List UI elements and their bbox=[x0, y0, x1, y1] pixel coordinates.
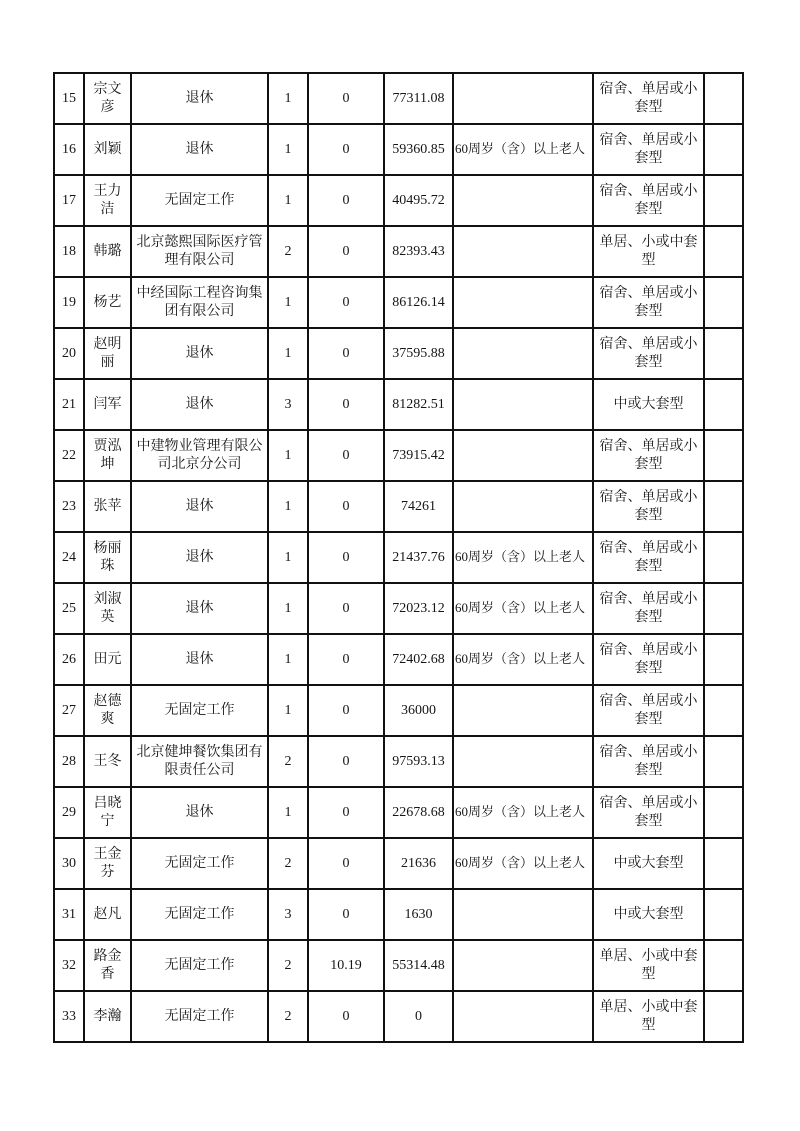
cell-remark bbox=[704, 532, 743, 583]
cell-employer: 中经国际工程咨询集团有限公司 bbox=[131, 277, 268, 328]
cell-name: 赵明丽 bbox=[84, 328, 131, 379]
cell-members: 1 bbox=[268, 634, 308, 685]
cell-value2: 0 bbox=[308, 838, 384, 889]
cell-amount: 86126.14 bbox=[384, 277, 453, 328]
cell-name: 宗文彦 bbox=[84, 73, 131, 124]
cell-age_note: 60周岁（含）以上老人 bbox=[453, 583, 593, 634]
cell-employer: 退休 bbox=[131, 124, 268, 175]
cell-remark bbox=[704, 328, 743, 379]
table-row bbox=[54, 175, 743, 226]
cell-name: 李瀚 bbox=[84, 991, 131, 1042]
cell-amount: 81282.51 bbox=[384, 379, 453, 430]
table-row bbox=[54, 430, 743, 481]
cell-remark bbox=[704, 124, 743, 175]
cell-remark bbox=[704, 583, 743, 634]
cell-amount: 0 bbox=[384, 991, 453, 1042]
cell-employer: 退休 bbox=[131, 73, 268, 124]
cell-employer: 退休 bbox=[131, 328, 268, 379]
cell-remark bbox=[704, 787, 743, 838]
cell-employer: 退休 bbox=[131, 583, 268, 634]
cell-age_note bbox=[453, 940, 593, 991]
cell-name: 杨丽珠 bbox=[84, 532, 131, 583]
cell-housing: 单居、小或中套型 bbox=[593, 226, 704, 277]
cell-name: 刘淑英 bbox=[84, 583, 131, 634]
cell-name: 贾泓坤 bbox=[84, 430, 131, 481]
cell-age_note bbox=[453, 736, 593, 787]
cell-housing: 宿舍、单居或小套型 bbox=[593, 328, 704, 379]
table-row bbox=[54, 787, 743, 838]
cell-remark bbox=[704, 991, 743, 1042]
cell-members: 2 bbox=[268, 226, 308, 277]
cell-value2: 0 bbox=[308, 175, 384, 226]
cell-num: 22 bbox=[54, 430, 84, 481]
cell-num: 23 bbox=[54, 481, 84, 532]
cell-employer: 退休 bbox=[131, 532, 268, 583]
cell-num: 20 bbox=[54, 328, 84, 379]
cell-num: 18 bbox=[54, 226, 84, 277]
table-body bbox=[54, 73, 743, 1042]
cell-members: 1 bbox=[268, 328, 308, 379]
cell-value2: 0 bbox=[308, 787, 384, 838]
cell-housing: 宿舍、单居或小套型 bbox=[593, 583, 704, 634]
table-row bbox=[54, 73, 743, 124]
cell-amount: 1630 bbox=[384, 889, 453, 940]
cell-num: 29 bbox=[54, 787, 84, 838]
cell-amount: 21437.76 bbox=[384, 532, 453, 583]
cell-employer: 无固定工作 bbox=[131, 991, 268, 1042]
cell-value2: 0 bbox=[308, 430, 384, 481]
cell-remark bbox=[704, 634, 743, 685]
cell-age_note: 60周岁（含）以上老人 bbox=[453, 532, 593, 583]
cell-value2: 0 bbox=[308, 73, 384, 124]
cell-amount: 72402.68 bbox=[384, 634, 453, 685]
cell-value2: 0 bbox=[308, 379, 384, 430]
cell-num: 33 bbox=[54, 991, 84, 1042]
cell-housing: 宿舍、单居或小套型 bbox=[593, 685, 704, 736]
cell-housing: 宿舍、单居或小套型 bbox=[593, 73, 704, 124]
cell-age_note: 60周岁（含）以上老人 bbox=[453, 838, 593, 889]
cell-name: 闫军 bbox=[84, 379, 131, 430]
cell-housing: 宿舍、单居或小套型 bbox=[593, 277, 704, 328]
cell-name: 赵德爽 bbox=[84, 685, 131, 736]
cell-amount: 36000 bbox=[384, 685, 453, 736]
cell-value2: 0 bbox=[308, 328, 384, 379]
cell-members: 2 bbox=[268, 991, 308, 1042]
cell-housing: 单居、小或中套型 bbox=[593, 991, 704, 1042]
cell-num: 15 bbox=[54, 73, 84, 124]
cell-remark bbox=[704, 175, 743, 226]
table-row bbox=[54, 328, 743, 379]
cell-num: 30 bbox=[54, 838, 84, 889]
cell-employer: 北京懿熙国际医疗管理有限公司 bbox=[131, 226, 268, 277]
table-row bbox=[54, 634, 743, 685]
cell-remark bbox=[704, 73, 743, 124]
cell-age_note: 60周岁（含）以上老人 bbox=[453, 634, 593, 685]
cell-remark bbox=[704, 685, 743, 736]
cell-value2: 0 bbox=[308, 583, 384, 634]
cell-housing: 中或大套型 bbox=[593, 379, 704, 430]
cell-employer: 退休 bbox=[131, 634, 268, 685]
cell-num: 27 bbox=[54, 685, 84, 736]
cell-age_note bbox=[453, 481, 593, 532]
cell-housing: 宿舍、单居或小套型 bbox=[593, 736, 704, 787]
cell-remark bbox=[704, 430, 743, 481]
cell-value2: 0 bbox=[308, 736, 384, 787]
cell-num: 28 bbox=[54, 736, 84, 787]
cell-num: 32 bbox=[54, 940, 84, 991]
cell-age_note bbox=[453, 991, 593, 1042]
cell-value2: 0 bbox=[308, 634, 384, 685]
cell-name: 路金香 bbox=[84, 940, 131, 991]
cell-value2: 0 bbox=[308, 277, 384, 328]
cell-age_note bbox=[453, 328, 593, 379]
cell-num: 26 bbox=[54, 634, 84, 685]
cell-age_note bbox=[453, 226, 593, 277]
cell-housing: 单居、小或中套型 bbox=[593, 940, 704, 991]
cell-age_note bbox=[453, 889, 593, 940]
cell-amount: 55314.48 bbox=[384, 940, 453, 991]
table-row bbox=[54, 481, 743, 532]
cell-num: 17 bbox=[54, 175, 84, 226]
cell-housing: 宿舍、单居或小套型 bbox=[593, 532, 704, 583]
table-row bbox=[54, 226, 743, 277]
cell-housing: 中或大套型 bbox=[593, 889, 704, 940]
cell-age_note bbox=[453, 73, 593, 124]
cell-members: 3 bbox=[268, 889, 308, 940]
cell-remark bbox=[704, 940, 743, 991]
cell-value2: 0 bbox=[308, 124, 384, 175]
cell-amount: 22678.68 bbox=[384, 787, 453, 838]
cell-num: 19 bbox=[54, 277, 84, 328]
cell-employer: 退休 bbox=[131, 379, 268, 430]
cell-employer: 无固定工作 bbox=[131, 838, 268, 889]
cell-members: 2 bbox=[268, 838, 308, 889]
cell-housing: 宿舍、单居或小套型 bbox=[593, 787, 704, 838]
cell-name: 张苹 bbox=[84, 481, 131, 532]
cell-amount: 74261 bbox=[384, 481, 453, 532]
cell-value2: 0 bbox=[308, 481, 384, 532]
cell-housing: 宿舍、单居或小套型 bbox=[593, 430, 704, 481]
cell-value2: 10.19 bbox=[308, 940, 384, 991]
cell-housing: 宿舍、单居或小套型 bbox=[593, 634, 704, 685]
cell-members: 1 bbox=[268, 277, 308, 328]
cell-amount: 97593.13 bbox=[384, 736, 453, 787]
cell-value2: 0 bbox=[308, 532, 384, 583]
cell-employer: 无固定工作 bbox=[131, 889, 268, 940]
cell-name: 王力洁 bbox=[84, 175, 131, 226]
cell-remark bbox=[704, 889, 743, 940]
cell-value2: 0 bbox=[308, 226, 384, 277]
cell-num: 24 bbox=[54, 532, 84, 583]
cell-amount: 21636 bbox=[384, 838, 453, 889]
table-row bbox=[54, 736, 743, 787]
cell-num: 31 bbox=[54, 889, 84, 940]
cell-name: 刘颖 bbox=[84, 124, 131, 175]
cell-amount: 59360.85 bbox=[384, 124, 453, 175]
cell-remark bbox=[704, 736, 743, 787]
cell-members: 1 bbox=[268, 175, 308, 226]
cell-housing: 中或大套型 bbox=[593, 838, 704, 889]
cell-name: 王冬 bbox=[84, 736, 131, 787]
table-row bbox=[54, 583, 743, 634]
cell-name: 田元 bbox=[84, 634, 131, 685]
cell-name: 韩璐 bbox=[84, 226, 131, 277]
cell-members: 1 bbox=[268, 583, 308, 634]
cell-employer: 无固定工作 bbox=[131, 175, 268, 226]
cell-age_note bbox=[453, 430, 593, 481]
cell-amount: 82393.43 bbox=[384, 226, 453, 277]
cell-members: 1 bbox=[268, 481, 308, 532]
table-row bbox=[54, 838, 743, 889]
cell-members: 2 bbox=[268, 736, 308, 787]
table-row bbox=[54, 991, 743, 1042]
cell-age_note bbox=[453, 277, 593, 328]
cell-age_note bbox=[453, 685, 593, 736]
cell-employer: 退休 bbox=[131, 787, 268, 838]
cell-housing: 宿舍、单居或小套型 bbox=[593, 175, 704, 226]
table-row bbox=[54, 940, 743, 991]
cell-num: 16 bbox=[54, 124, 84, 175]
cell-num: 25 bbox=[54, 583, 84, 634]
cell-members: 1 bbox=[268, 124, 308, 175]
cell-remark bbox=[704, 379, 743, 430]
cell-age_note bbox=[453, 379, 593, 430]
cell-housing: 宿舍、单居或小套型 bbox=[593, 124, 704, 175]
table-row bbox=[54, 532, 743, 583]
cell-remark bbox=[704, 481, 743, 532]
cell-age_note: 60周岁（含）以上老人 bbox=[453, 787, 593, 838]
cell-name: 赵凡 bbox=[84, 889, 131, 940]
housing-roster-table bbox=[53, 72, 744, 1043]
table-row bbox=[54, 889, 743, 940]
cell-members: 1 bbox=[268, 532, 308, 583]
cell-members: 2 bbox=[268, 940, 308, 991]
table-row bbox=[54, 124, 743, 175]
cell-members: 3 bbox=[268, 379, 308, 430]
table-row bbox=[54, 277, 743, 328]
cell-amount: 40495.72 bbox=[384, 175, 453, 226]
cell-value2: 0 bbox=[308, 889, 384, 940]
cell-employer: 北京健坤餐饮集团有限责任公司 bbox=[131, 736, 268, 787]
cell-age_note bbox=[453, 175, 593, 226]
cell-employer: 退休 bbox=[131, 481, 268, 532]
table-row bbox=[54, 379, 743, 430]
cell-members: 1 bbox=[268, 787, 308, 838]
cell-employer: 无固定工作 bbox=[131, 685, 268, 736]
cell-age_note: 60周岁（含）以上老人 bbox=[453, 124, 593, 175]
cell-remark bbox=[704, 838, 743, 889]
cell-amount: 72023.12 bbox=[384, 583, 453, 634]
cell-amount: 37595.88 bbox=[384, 328, 453, 379]
cell-remark bbox=[704, 226, 743, 277]
cell-name: 王金芬 bbox=[84, 838, 131, 889]
cell-value2: 0 bbox=[308, 685, 384, 736]
cell-value2: 0 bbox=[308, 991, 384, 1042]
cell-housing: 宿舍、单居或小套型 bbox=[593, 481, 704, 532]
cell-remark bbox=[704, 277, 743, 328]
cell-name: 杨艺 bbox=[84, 277, 131, 328]
cell-employer: 无固定工作 bbox=[131, 940, 268, 991]
cell-members: 1 bbox=[268, 430, 308, 481]
table-row bbox=[54, 685, 743, 736]
cell-members: 1 bbox=[268, 73, 308, 124]
cell-members: 1 bbox=[268, 685, 308, 736]
cell-amount: 77311.08 bbox=[384, 73, 453, 124]
cell-num: 21 bbox=[54, 379, 84, 430]
cell-employer: 中建物业管理有限公司北京分公司 bbox=[131, 430, 268, 481]
cell-amount: 73915.42 bbox=[384, 430, 453, 481]
cell-name: 吕晓宁 bbox=[84, 787, 131, 838]
